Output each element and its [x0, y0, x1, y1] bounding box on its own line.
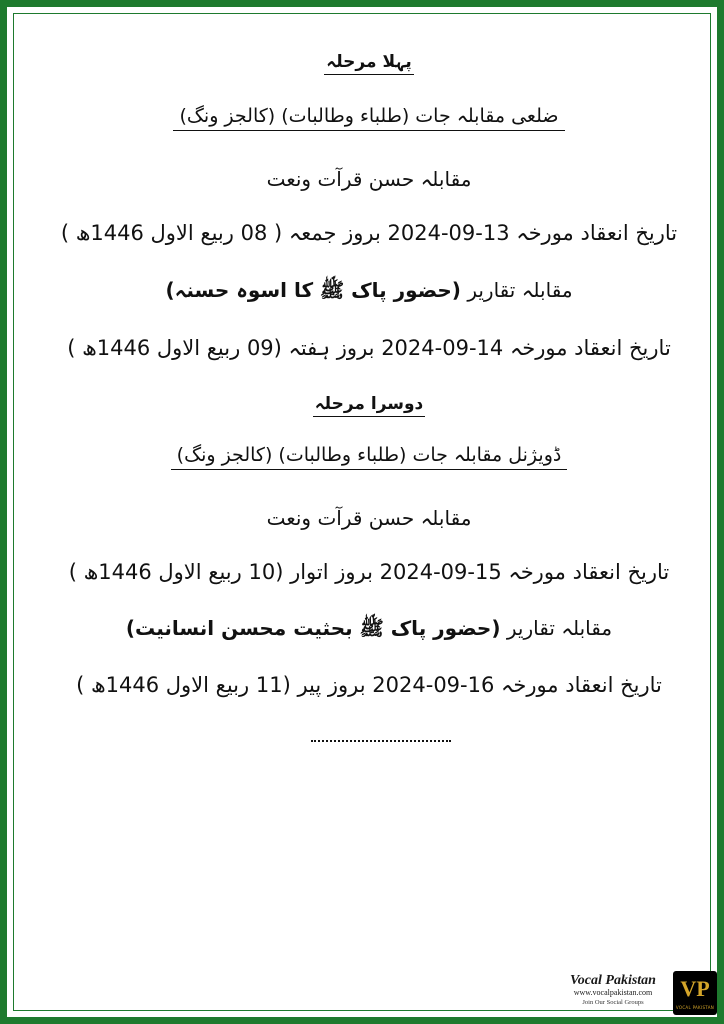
stage1-speech-topic: (حضور پاک ﷺ کا اسوہ حسنہ) [165, 278, 461, 302]
stage1-speech-line [7, 278, 724, 307]
vp-badge-icon [673, 971, 717, 1015]
stage1-speech-label: مقابلہ تقاریر [467, 278, 573, 302]
stage1-competition-qirat-naat: مقابلہ حسن قرآت ونعت [266, 167, 472, 191]
stage1-title: پہلا مرحلہ [7, 51, 724, 75]
stage1-date-2: تاریخ انعقاد مورخہ 14-09-2024 بروز ہفتہ (09 ربیع الاول 1446ھ ) [67, 336, 671, 360]
logo-join-text: Join Our Social Groups [582, 999, 644, 1006]
stage2-speech-line [7, 616, 724, 645]
stage2-heading: ڈویژنل مقابلہ جات (طلباء وطالبات) (کالجز ونگ) [7, 444, 724, 470]
logo-brand: Vocal Pakistan [570, 973, 656, 988]
stage2-date-1: تاریخ انعقاد مورخہ 15-09-2024 بروز اتوار (10 ربیع الاول 1446ھ ) [68, 560, 670, 584]
stage2-date-2: تاریخ انعقاد مورخہ 16-09-2024 بروز پیر (11 ربیع الاول 1446ھ ) [76, 673, 662, 697]
badge-mark: VP [680, 976, 710, 1001]
stage2-competition-qirat-naat: مقابلہ حسن قرآت ونعت [266, 506, 472, 530]
stage1-heading: ضلعی مقابلہ جات (طلباء وطالبات) (کالجز ونگ) [7, 105, 724, 131]
dotted-divider [311, 740, 451, 742]
stage1-date-1: تاریخ انعقاد مورخہ 13-09-2024 بروز جمعہ ( 08 ربیع الاول 1446ھ ) [60, 221, 678, 245]
logo-url: www.vocalpakistan.com [573, 988, 653, 997]
stage2-speech-label: مقابلہ تقاریر [506, 616, 613, 640]
badge-caption: VOCAL PAKISTAN [675, 1005, 715, 1010]
stage2-speech-topic: (حضور پاک ﷺ بحثیت محسن انسانیت) [125, 616, 501, 640]
stage2-title: دوسرا مرحلہ [7, 393, 724, 417]
vocal-pakistan-logo [555, 973, 671, 1013]
